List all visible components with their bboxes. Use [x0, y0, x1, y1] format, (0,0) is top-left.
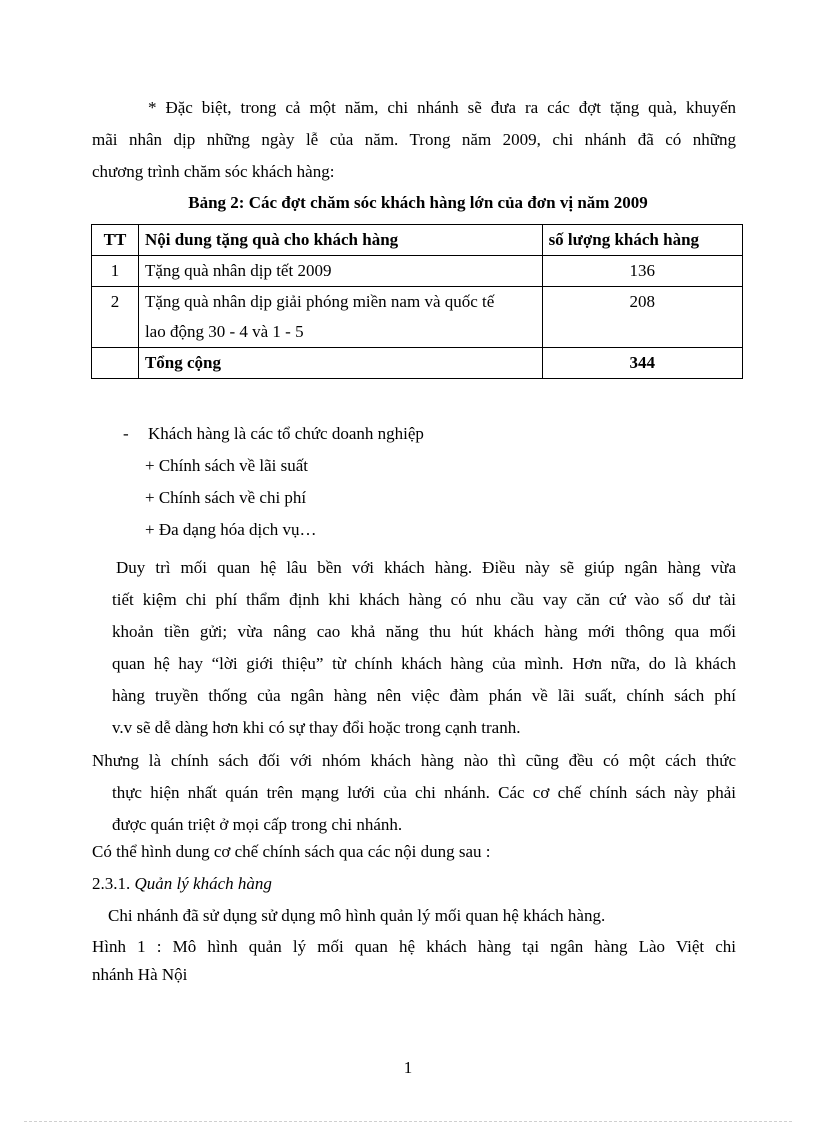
table-row — [92, 256, 743, 287]
paragraph-line: Duy trì mối quan hệ lâu bền với khách hàng. Điều này sẽ giúp ngân hàng vừa — [116, 558, 736, 577]
paragraph-line: thực hiện nhất quán trên mạng lưới của chi nhánh. Các cơ chế chính sách này phải — [112, 783, 736, 802]
figure-caption-line: nhánh Hà Nội — [92, 965, 188, 984]
header-tt: TT — [92, 225, 139, 256]
page-number: 1 — [403, 1058, 413, 1077]
paragraph-line: khoản tiền gửi; vừa nâng cao khả năng thu hút khách hàng mới thông qua mối — [112, 622, 736, 641]
paragraph-line: được quán triệt ở mọi cấp trong chi nhánh. — [112, 815, 403, 834]
paragraph: Chi nhánh đã sử dụng sử dụng mô hình quản lý mối quan hệ khách hàng. — [108, 906, 606, 925]
figure-caption-line: Hình 1 : Mô hình quản lý mối quan hệ khách hàng tại ngân hàng Lào Việt chi — [92, 937, 736, 956]
total-label: Tổng cộng — [138, 348, 542, 379]
section-title: Quản lý khách hàng — [134, 874, 272, 893]
row-content — [138, 287, 542, 348]
intro-line: chương trình chăm sóc khách hàng: — [92, 162, 335, 181]
total-qty: 344 — [542, 348, 742, 379]
bullet-main: Khách hàng là các tổ chức doanh nghiệp — [148, 424, 424, 443]
row-content-line: lao động 30 - 4 và 1 - 5 — [144, 322, 304, 341]
section-number: 2.3.1. — [92, 874, 131, 893]
row-qty: 208 — [542, 287, 742, 348]
table-total-row — [92, 348, 743, 379]
bullet-sub: + Đa dạng hóa dịch vụ… — [145, 520, 317, 539]
paragraph-line: tiết kiệm chi phí thẩm định khi khách hàng có nhu cầu vay căn cứ vào số dư tài — [112, 590, 736, 609]
figure-caption — [92, 933, 736, 989]
paragraph — [92, 745, 736, 841]
intro-line: mãi nhân dịp những ngày lễ của năm. Trong năm 2009, chi nhánh đã có những — [92, 130, 736, 149]
paragraph-line: quan hệ hay “lời giới thiệu” từ chính khách hàng của mình. Hơn nữa, do là khách — [112, 654, 736, 673]
bullet-sub: + Chính sách về lãi suất — [145, 456, 309, 475]
paragraph-line: Nhưng là chính sách đối với nhóm khách hàng nào thì cũng đều có một cách thức — [92, 751, 736, 770]
row-qty: 136 — [542, 256, 742, 287]
table-row — [92, 287, 743, 348]
paragraph-line: v.v sẽ dễ dàng hơn khi có sự thay đổi hoặc trong cạnh tranh. — [112, 718, 521, 737]
bullet-sub: + Chính sách về chi phí — [145, 488, 307, 507]
page-bottom-border — [24, 1121, 792, 1122]
table-header-row — [92, 225, 743, 256]
bullet-dash: - — [123, 424, 129, 443]
row-content: Tặng quà nhân dịp tết 2009 — [138, 256, 542, 287]
total-tt — [92, 348, 139, 379]
header-content: Nội dung tặng quà cho khách hàng — [138, 225, 542, 256]
intro-paragraph — [92, 92, 736, 188]
table-caption: Bảng 2: Các đợt chăm sóc khách hàng lớn của đơn vị năm 2009 — [188, 193, 648, 212]
row-tt: 1 — [92, 256, 139, 287]
paragraph: Có thể hình dung cơ chế chính sách qua các nội dung sau : — [92, 842, 491, 861]
paragraph-line: hàng truyền thống của ngân hàng nên việc đàm phán về lãi suất, chính sách phí — [112, 686, 736, 705]
customer-care-table — [91, 224, 743, 379]
intro-line: * Đặc biệt, trong cả một năm, chi nhánh sẽ đưa ra các đợt tặng quà, khuyến — [148, 98, 736, 117]
row-tt: 2 — [92, 287, 139, 348]
paragraph — [112, 552, 736, 744]
row-content-line: Tặng quà nhân dịp giải phóng miền nam và quốc tế — [144, 292, 495, 311]
header-qty: số lượng khách hàng — [542, 225, 742, 256]
section-heading — [92, 874, 272, 894]
